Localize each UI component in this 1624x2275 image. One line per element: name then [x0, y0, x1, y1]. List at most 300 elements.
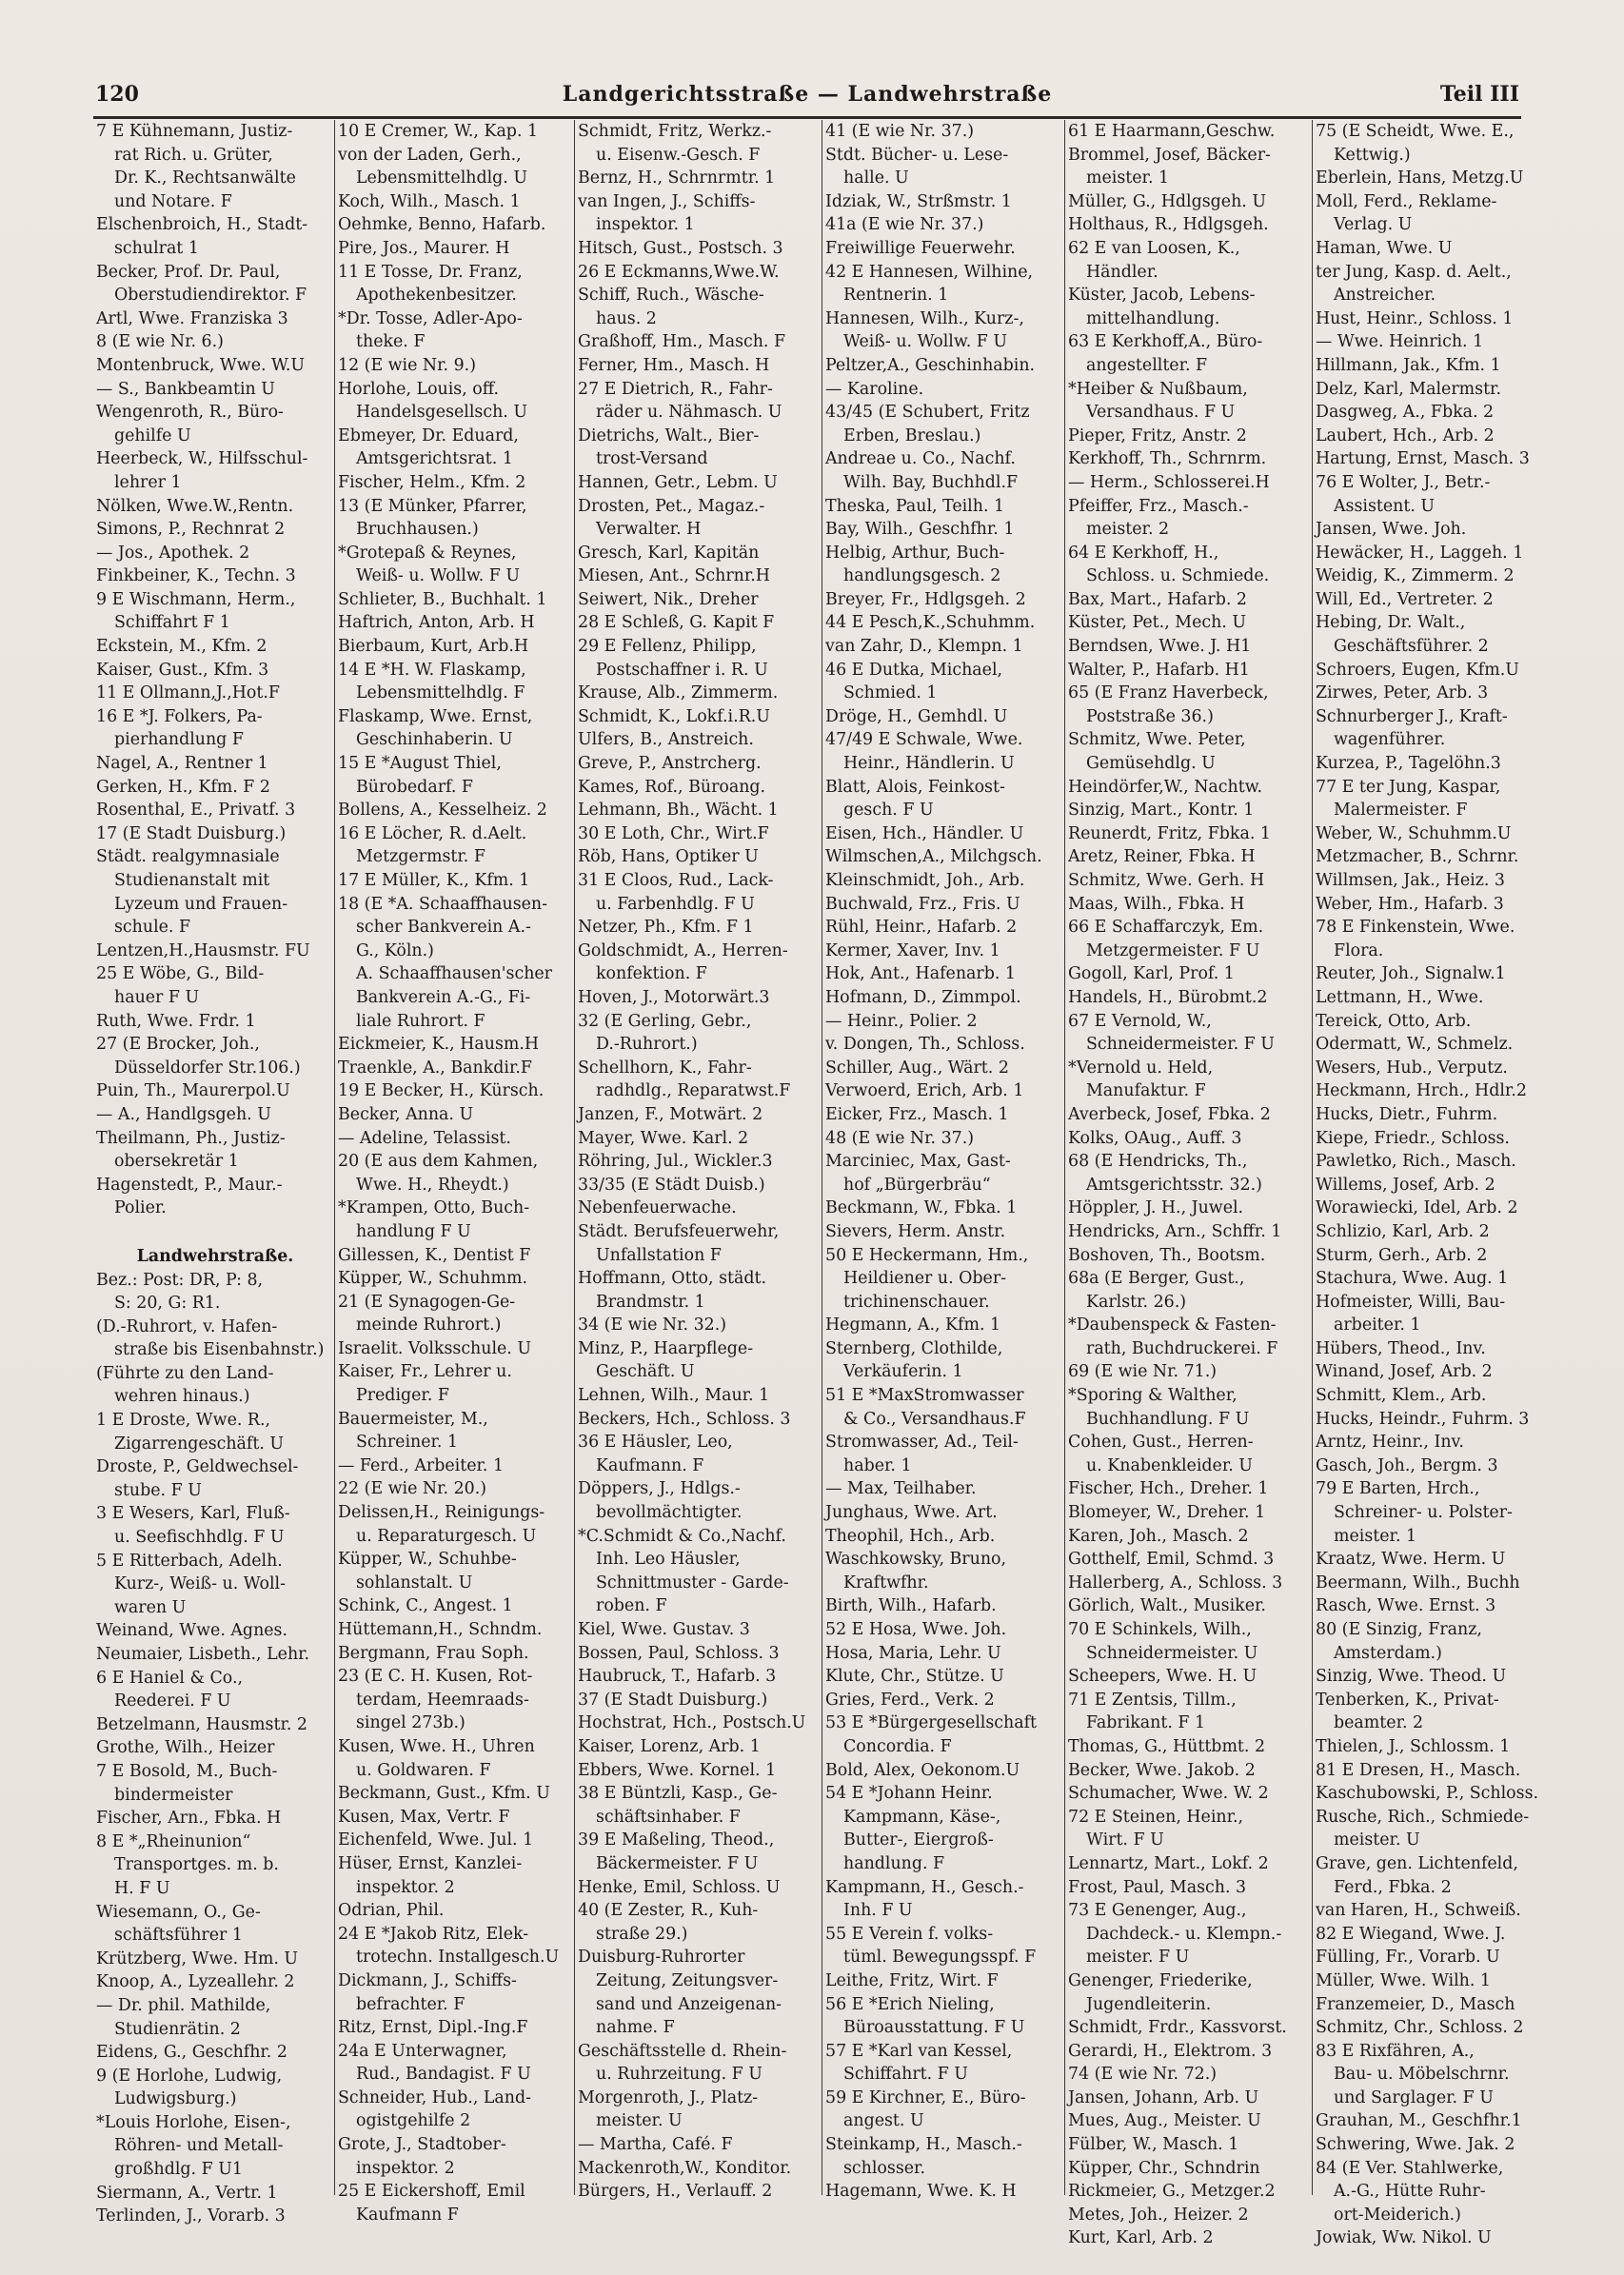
directory-entry-line: Nölken, Wwe.W.,Rentn. — [96, 496, 294, 516]
directory-entry-line: Birth, Wilh., Hafarb. — [825, 1596, 997, 1616]
directory-entry-line: Schmitz, Wwe. Gerh. H — [1068, 871, 1265, 890]
directory-entry-line: Beckers, Hch., Schloss. 3 — [578, 1409, 791, 1429]
directory-entry-line: Hucks, Dietr., Fuhrm. — [1316, 1104, 1498, 1124]
directory-entry-line: Theska, Paul, Teilh. 1 — [825, 496, 1005, 516]
column-3 — [574, 120, 822, 2202]
directory-entry-line: Gogoll, Karl, Prof. 1 — [1068, 964, 1235, 984]
directory-entry-line: u. Seefischhdlg. F U — [114, 1528, 285, 1548]
directory-entry-line: Schreiner. 1 — [356, 1433, 459, 1453]
directory-entry-line: Kaschubowski, P., Schloss. — [1316, 1784, 1539, 1804]
directory-entry-line: Metes, Joh., Heizer. 2 — [1068, 2205, 1249, 2225]
directory-entry-line: theke. F — [356, 332, 426, 352]
directory-entry-line: bevollmächtigter. — [596, 1503, 743, 1523]
directory-entry-line: Steinkamp, H., Masch.- — [825, 2135, 1022, 2155]
column-1 — [93, 120, 334, 2226]
directory-entry-line: Mayer, Wwe. Karl. 2 — [578, 1128, 749, 1148]
directory-entry-line: Reuter, Joh., Signalw.1 — [1316, 964, 1506, 984]
directory-entry-line: Karen, Joh., Masch. 2 — [1068, 1526, 1249, 1546]
directory-entry-line: Schmitz, Chr., Schloss. 2 — [1316, 2018, 1524, 2038]
header-rule — [93, 116, 1521, 119]
directory-entry-line: meister. 2 — [1086, 520, 1170, 540]
directory-entry-line: Erben, Breslau.) — [843, 425, 981, 445]
directory-entry-line: Freiwillige Feuerwehr. — [825, 238, 1016, 258]
directory-entry-line: Stachura, Wwe. Aug. 1 — [1316, 1269, 1509, 1289]
directory-entry-line: Geschäftsstelle d. Rhein- — [578, 2041, 787, 2061]
directory-entry-line: 22 (E wie Nr. 20.) — [338, 1479, 487, 1499]
directory-entry-line: Laubert, Hch., Arb. 2 — [1316, 425, 1495, 445]
directory-entry-line: gesch. F U — [843, 801, 934, 821]
directory-entry-line: Büroausstattung. F U — [843, 2018, 1025, 2038]
directory-entry-line: 17 (E Stadt Duisburg.) — [96, 823, 287, 843]
directory-entry-line: Dickmann, J., Schiffs- — [338, 1970, 517, 1990]
directory-entry-line: Delz, Karl, Malermstr. — [1316, 379, 1501, 399]
directory-entry-line: Buchhandlung. F U — [1086, 1409, 1250, 1429]
directory-entry-line: Schneidermeister. F U — [1086, 1035, 1275, 1055]
directory-entry-line: handlung F U — [356, 1221, 471, 1241]
directory-entry-line: Wiesemann, O., Ge- — [96, 1902, 261, 1922]
directory-entry-line: Weber, Hm., Hafarb. 3 — [1316, 894, 1504, 914]
directory-entry-line: Kettwig.) — [1334, 145, 1411, 165]
directory-entry-line: 27 (E Brocker, Joh., — [96, 1035, 260, 1055]
directory-entry-line: beamter. 2 — [1334, 1713, 1424, 1733]
directory-entry-line: van Haren, H., Schweiß. — [1316, 1901, 1521, 1921]
directory-entry-line: haber. 1 — [843, 1455, 912, 1475]
directory-entry-line: 1 E Droste, Wwe. R., — [96, 1411, 271, 1431]
directory-entry-line: 17 E Müller, K., Kfm. 1 — [338, 871, 530, 890]
directory-entry-line: 76 E Wolter, J., Betr.- — [1316, 472, 1491, 492]
directory-entry-line: schäftsinhaber. F — [596, 1807, 741, 1827]
directory-entry-line: 68a (E Berger, Gust., — [1068, 1269, 1245, 1289]
directory-entry-line: Hannen, Getr., Lebm. U — [578, 472, 778, 492]
directory-entry-line: Hosa, Maria, Lehr. U — [825, 1643, 1001, 1663]
directory-entry-line: Küpper, W., Schuhbe- — [338, 1550, 517, 1570]
directory-entry-line: 82 E Wiegand, Wwe. J. — [1316, 1924, 1506, 1944]
directory-entry-line: Zeitung, Zeitungsver- — [596, 1970, 779, 1990]
directory-entry-line: Bergmann, Frau Soph. — [338, 1643, 529, 1663]
directory-entry-line: van Zahr, D., Klempn. 1 — [825, 637, 1023, 657]
directory-entry-line: Bollens, A., Kesselheiz. 2 — [338, 801, 547, 821]
directory-entry-line: Simons, P., Rechnrat 2 — [96, 520, 286, 540]
directory-entry-line: u. Reparaturgesch. U — [356, 1526, 537, 1546]
directory-entry-line: 25 E Eickershoff, Emil — [338, 2182, 525, 2202]
directory-entry-line: Leithe, Fritz, Wirt. F — [825, 1970, 999, 1990]
directory-entry-line: Eickmeier, K., Hausm.H — [338, 1035, 540, 1055]
directory-entry-line: Hagenstedt, P., Maur.- — [96, 1175, 283, 1195]
directory-entry-line: Kames, Rof., Büroang. — [578, 777, 766, 797]
directory-entry-line: Buchwald, Frz., Fris. U — [825, 894, 1020, 914]
directory-entry-line: — Dr. phil. Mathilde, — [96, 1995, 271, 2015]
directory-entry-line: Lennartz, Mart., Lokf. 2 — [1068, 1853, 1269, 1873]
directory-entry-line: bindermeister — [114, 1785, 233, 1805]
directory-entry-line: H. F U — [114, 1878, 170, 1898]
directory-entry-line: A.-G., Hütte Ruhr- — [1334, 2182, 1486, 2202]
directory-entry-line: Kampmann, Käse-, — [843, 1807, 1001, 1827]
directory-entry-line: Haftrich, Anton, Arb. H — [338, 613, 535, 633]
directory-entry-line: Winand, Josef, Arb. 2 — [1316, 1362, 1493, 1382]
directory-entry-line: Metzgermeister. F U — [1086, 940, 1260, 960]
directory-entry-line: Manufaktur. F — [1086, 1081, 1206, 1101]
directory-entry-line: Grave, gen. Lichtenfeld, — [1316, 1853, 1518, 1873]
directory-entry-line: Hewäcker, H., Laggeh. 1 — [1316, 543, 1524, 563]
directory-entry-line: Handels, H., Bürobmt.2 — [1068, 987, 1268, 1007]
directory-entry-line: Schmidt, Fritz, Werkz.- — [578, 122, 772, 141]
directory-entry-line: meister. U — [596, 2111, 683, 2131]
directory-entry-line: Schiffahrt F 1 — [114, 613, 230, 633]
directory-entry-line: Fischer, Helm., Kfm. 2 — [338, 472, 526, 492]
directory-entry-line: Schmied. 1 — [843, 683, 938, 703]
directory-entry-line: Kurzea, P., Tagelöhn.3 — [1316, 754, 1501, 774]
directory-entry-line: Blatt, Alois, Feinkost- — [825, 777, 1005, 797]
directory-entry-line: Kaiser, Gust., Kfm. 3 — [96, 660, 269, 680]
directory-entry-line: Schumacher, Wwe. W. 2 — [1068, 1784, 1269, 1804]
directory-entry-line: Pawletko, Rich., Masch. — [1316, 1152, 1516, 1172]
directory-entry-line: Kolks, OAug., Auff. 3 — [1068, 1128, 1242, 1148]
directory-entry-line: Nebenfeuerwache. — [578, 1198, 737, 1218]
directory-entry-line: — Martha, Café. F — [578, 2135, 733, 2155]
directory-entry-line: A. Schaaffhausen'scher — [356, 964, 552, 984]
directory-entry-line: 81 E Dresen, H., Masch. — [1316, 1760, 1521, 1780]
directory-entry-line: Gries, Ferd., Verk. 2 — [825, 1690, 995, 1710]
directory-entry-line: *Krampen, Otto, Buch- — [338, 1198, 530, 1218]
directory-entry-line: 14 E *H. W. Flaskamp, — [338, 660, 526, 680]
directory-entry-line: Pfeiffer, Frz., Masch.- — [1068, 496, 1249, 516]
directory-entry-line: Poststraße 36.) — [1086, 706, 1214, 726]
directory-entry-line: 34 (E wie Nr. 32.) — [578, 1316, 727, 1335]
directory-entry-line: Inh. Leo Häusler, — [596, 1550, 741, 1570]
directory-entry-line: Bax, Mart., Hafarb. 2 — [1068, 589, 1247, 609]
directory-entry-line: Hofmann, D., Zimmpol. — [825, 987, 1021, 1007]
directory-entry-line: Anstreicher. — [1334, 286, 1436, 306]
directory-entry-line: rath, Buchdruckerei. F — [1086, 1338, 1278, 1358]
directory-entry-line: Küpper, W., Schuhmm. — [338, 1269, 528, 1289]
directory-entry-line: 23 (E C. H. Kusen, Rot- — [338, 1667, 533, 1687]
directory-entry-line: Goldschmidt, A., Herren- — [578, 940, 788, 960]
directory-entry-line: Amtsgerichtsrat. 1 — [356, 449, 513, 469]
directory-entry-line: Rentnerin. 1 — [843, 286, 949, 306]
directory-entry-line: 64 E Kerkhoff, H., — [1068, 543, 1219, 563]
directory-entry-line: Bauermeister, M., — [338, 1409, 488, 1429]
directory-entry-line: meister. U — [1334, 1830, 1420, 1850]
directory-entry-line: Apothekenbesitzer. — [356, 286, 517, 306]
directory-entry-line: Heildiener u. Ober- — [843, 1269, 1007, 1289]
directory-entry-line: Schmitt, Klem., Arb. — [1316, 1386, 1487, 1406]
directory-entry-line: Theilmann, Ph., Justiz- — [96, 1128, 286, 1148]
directory-entry-line: — Jos., Apothek. 2 — [96, 543, 250, 563]
directory-entry-line: Hübers, Theod., Inv. — [1316, 1338, 1486, 1358]
directory-entry-line: 10 E Cremer, W., Kap. 1 — [338, 122, 539, 141]
directory-entry-line: 62 E van Loosen, K., — [1068, 238, 1240, 258]
directory-entry-line: Finkbeiner, K., Techn. 3 — [96, 566, 296, 586]
directory-entry-line: Schiller, Aug., Wärt. 2 — [825, 1058, 1009, 1078]
directory-entry-line: Gerken, H., Kfm. F 2 — [96, 777, 270, 797]
directory-entry-line: Horlohe, Louis, off. — [338, 379, 500, 399]
directory-entry-line: Concordia. F — [843, 1736, 952, 1756]
directory-entry-line: Ritz, Ernst, Dipl.-Ing.F — [338, 2018, 528, 2038]
directory-entry-line: Heckmann, Hrch., Hdlr.2 — [1316, 1081, 1527, 1101]
directory-entry-line: *Vernold u. Held, — [1068, 1058, 1214, 1078]
directory-entry-line: Reederei. F U — [114, 1691, 231, 1711]
directory-entry-line: 5 E Ritterbach, Adelh. — [96, 1551, 283, 1571]
directory-entry-line: u. Farbenhdlg. F U — [596, 894, 755, 914]
directory-entry-line: Kaiser, Fr., Lehrer u. — [338, 1362, 512, 1382]
directory-entry-line: Tereick, Otto, Arb. — [1316, 1011, 1472, 1031]
directory-entry-line: 41 (E wie Nr. 37.) — [825, 122, 975, 141]
directory-entry-line: Thomas, G., Hüttbmt. 2 — [1068, 1736, 1266, 1756]
directory-entry-line: Schmidt, K., Lokf.i.R.U — [578, 706, 770, 726]
directory-entry-line: Ebbers, Wwe. Kornel. 1 — [578, 1760, 777, 1780]
directory-entry-line: Krützberg, Wwe. Hm. U — [96, 1949, 299, 1968]
directory-entry-line: 59 E Kirchner, E., Büro- — [825, 2087, 1026, 2107]
directory-entry-line: Kiel, Wwe. Gustav. 3 — [578, 1620, 750, 1639]
directory-entry-line: Hannesen, Wilh., Kurz-, — [825, 308, 1024, 328]
directory-entry-line: Metzmacher, B., Schrnr. — [1316, 847, 1519, 867]
page-header — [95, 78, 1519, 116]
directory-entry-line: 13 (E Münker, Pfarrer, — [338, 496, 527, 516]
directory-entry-line: 20 (E aus dem Kahmen, — [338, 1152, 539, 1172]
directory-entry-line: Hegmann, A., Kfm. 1 — [825, 1316, 1001, 1335]
directory-entry-line: 9 (E Horlohe, Ludwig, — [96, 2066, 283, 2086]
directory-entry-line: Schellhorn, K., Fahr- — [578, 1058, 752, 1078]
directory-entry-line: *Dr. Tosse, Adler-Apo- — [338, 308, 523, 328]
directory-entry-line: nahme. F — [596, 2018, 675, 2038]
directory-entry-line: meinde Ruhrort.) — [356, 1316, 502, 1335]
directory-entry-line: Zigarrengeschäft. U — [114, 1434, 285, 1454]
directory-entry-line: *C.Schmidt & Co.,Nachf. — [578, 1526, 786, 1546]
directory-entry-line: Hallerberg, A., Schloss. 3 — [1068, 1573, 1283, 1592]
directory-entry-line: Betzelmann, Hausmstr. 2 — [96, 1714, 307, 1734]
directory-entry-line: Schwering, Wwe. Jak. 2 — [1316, 2135, 1515, 2155]
directory-entry-line: Ulfers, B., Anstreich. — [578, 730, 754, 750]
directory-entry-line: Weidig, K., Zimmerm. 2 — [1316, 566, 1515, 586]
directory-entry-line: Verwalter. H — [596, 520, 702, 540]
directory-entry-line: Dachdeck.- u. Klempn.- — [1086, 1924, 1282, 1944]
directory-entry-line: Lehnen, Wilh., Maur. 1 — [578, 1386, 770, 1406]
directory-entry-line: straße bis Eisenbahnstr.) — [114, 1340, 325, 1360]
directory-entry-line: Siermann, A., Vertr. 1 — [96, 2183, 278, 2203]
directory-entry-line: 37 (E Stadt Duisburg.) — [578, 1690, 768, 1710]
directory-entry-line: Puin, Th., Maurerpol.U — [96, 1081, 290, 1101]
directory-entry-line: Schlieter, B., Buchhalt. 1 — [338, 589, 547, 609]
directory-entry-line: Ebmeyer, Dr. Eduard, — [338, 425, 519, 445]
directory-entry-line: 47/49 E Schwale, Wwe. — [825, 730, 1023, 750]
directory-entry-line: — Ferd., Arbeiter. 1 — [338, 1455, 505, 1475]
directory-entry-line: Gresch, Karl, Kapitän — [578, 543, 760, 563]
directory-entry-line: Hüser, Ernst, Kanzlei- — [338, 1853, 523, 1873]
directory-entry-line: Hagemann, Wwe. K. H — [825, 2182, 1017, 2202]
directory-entry-line: Kaufmann F — [356, 2205, 459, 2225]
directory-entry-line: Wilh. Bay, Buchhdl.F — [843, 472, 1019, 492]
directory-entry-line: u. Goldwaren. F — [356, 1760, 491, 1780]
directory-entry-line: 46 E Dutka, Michael, — [825, 660, 1003, 680]
directory-entry-line: Röb, Hans, Optiker U — [578, 847, 759, 867]
directory-entry-line: wagenführer. — [1334, 730, 1446, 750]
directory-entry-line: Will, Ed., Vertreter. 2 — [1316, 589, 1494, 609]
directory-entry-line: Aretz, Reiner, Fbka. H — [1068, 847, 1256, 867]
directory-entry-line: Lettmann, H., Wwe. — [1316, 987, 1484, 1007]
directory-entry-line: Bürobedarf. F — [356, 777, 473, 797]
directory-entry-line: 48 (E wie Nr. 37.) — [825, 1128, 975, 1148]
directory-entry-line: Wengenroth, R., Büro- — [96, 403, 284, 423]
directory-entry-line: Wesers, Hub., Verputz. — [1316, 1058, 1508, 1078]
directory-entry-line: Döppers, J., Hdlgs.- — [578, 1479, 741, 1499]
part-label: Teil III — [1439, 82, 1519, 107]
directory-entry-line: — Heinr., Polier. 2 — [825, 1011, 978, 1031]
directory-entry-line: Geschinhaberin. U — [356, 730, 513, 750]
directory-entry-line: 41a (E wie Nr. 37.) — [825, 215, 984, 235]
directory-entry-line: singel 273b.) — [356, 1713, 465, 1733]
directory-entry-line: Tenberken, K., Privat- — [1316, 1690, 1499, 1710]
directory-entry-line: Küster, Pet., Mech. U — [1068, 613, 1247, 633]
directory-entry-line: Brandmstr. 1 — [596, 1292, 705, 1312]
directory-entry-line: Versandhaus. F U — [1086, 403, 1236, 423]
directory-entry-line: Kurz-, Weiß- u. Woll- — [114, 1574, 286, 1594]
directory-entry-line: Artl, Wwe. Franziska 3 — [96, 308, 288, 328]
directory-entry-line: *Grotepaß & Reynes, — [338, 543, 517, 563]
directory-entry-line: 80 (E Sinzig, Franz, — [1316, 1620, 1482, 1639]
directory-entry-line: Kiepe, Friedr., Schloss. — [1316, 1128, 1510, 1148]
directory-entry-line: Inh. F U — [843, 1901, 913, 1921]
directory-entry-line: Hüttemann,H., Schndm. — [338, 1620, 543, 1639]
directory-entry-line: Morgenroth, J., Platz- — [578, 2087, 759, 2107]
directory-entry-line: 75 (E Scheidt, Wwe. E., — [1316, 122, 1515, 141]
directory-entry-line: Polier. — [114, 1198, 167, 1218]
directory-entry-line: Eckstein, M., Kfm. 2 — [96, 637, 267, 657]
directory-entry-line: 31 E Cloos, Rud., Lack- — [578, 871, 774, 890]
directory-entry-line: v. Dongen, Th., Schloss. — [825, 1035, 1025, 1055]
directory-entry-line: Oberstudiendirektor. F — [114, 286, 307, 306]
directory-entry-line: liale Ruhrort. F — [356, 1011, 485, 1031]
directory-entry-line: — Max, Teilhaber. — [825, 1479, 977, 1499]
directory-entry-line: Montenbruck, Wwe. W.U — [96, 355, 306, 375]
directory-entry-line: Hust, Heinr., Schloss. 1 — [1316, 308, 1514, 328]
directory-entry-line: Flaskamp, Wwe. Ernst, — [338, 706, 533, 726]
directory-entry-line: (Führte zu den Land- — [96, 1363, 274, 1383]
directory-entry-line: Berndsen, Wwe. J. H1 — [1068, 637, 1252, 657]
directory-entry-line: Schnurberger J., Kraft- — [1316, 706, 1508, 726]
directory-entry-line: Haubruck, T., Hafarb. 3 — [578, 1667, 777, 1687]
directory-entry-line: Kerkhoff, Th., Schrnrm. — [1068, 449, 1267, 469]
directory-entry-line: meister. 1 — [1086, 168, 1170, 188]
directory-entry-line: halle. U — [843, 168, 909, 188]
directory-entry-line: Heerbeck, W., Hilfsschul- — [96, 449, 308, 469]
directory-entry-line: rat Rich. u. Grüter, — [114, 145, 273, 165]
directory-entry-line: Boshoven, Th., Bootsm. — [1068, 1245, 1266, 1265]
directory-entry-line: Eicker, Frz., Masch. 1 — [825, 1104, 1009, 1124]
directory-entry-line: Schnittmuster - Garde- — [596, 1573, 789, 1592]
directory-entry-line: 11 E Ollmann,J.,Hot.F — [96, 683, 280, 703]
directory-entry-line: 33/35 (E Städt Duisb.) — [578, 1175, 765, 1195]
directory-entry-line: Holthaus, R., Hdlgsgeh. — [1068, 215, 1269, 235]
directory-entry-line: Nagel, A., Rentner 1 — [96, 754, 268, 774]
directory-entry-line: Wwe. H., Rheydt.) — [356, 1175, 509, 1195]
directory-entry-line: Andreae u. Co., Nachf. — [825, 449, 1016, 469]
directory-entry-line: Heindörfer,W., Nachtw. — [1068, 777, 1263, 797]
directory-entry-line: Odrian, Phil. — [338, 1901, 445, 1921]
directory-entry-line: 78 E Finkenstein, Wwe. — [1316, 918, 1515, 938]
directory-entry-line: Willems, Josef, Arb. 2 — [1316, 1175, 1495, 1195]
directory-entry-line: lehrer 1 — [114, 472, 182, 492]
directory-entry-line: 79 E Barten, Hrch., — [1316, 1479, 1480, 1499]
directory-entry-line: Reunerdt, Fritz, Fbka. 1 — [1068, 823, 1271, 843]
directory-entry-line: Karlstr. 26.) — [1086, 1292, 1187, 1312]
directory-entry-line: 8 (E wie Nr. 6.) — [96, 332, 224, 352]
directory-entry-line: Jansen, Wwe. Joh. — [1316, 520, 1467, 540]
directory-entry-line: Israelit. Volksschule. U — [338, 1338, 532, 1358]
directory-entry-line: trichinenschauer. — [843, 1292, 990, 1312]
directory-entry-line: hauer F U — [114, 987, 200, 1007]
directory-entry-line: schlosser. — [843, 2158, 925, 2178]
directory-entry-line: Postschaffner i. R. U — [596, 660, 768, 680]
directory-entry-line: Sturm, Gerh., Arb. 2 — [1316, 1245, 1488, 1265]
directory-entry-line: Idziak, W., Strßmstr. 1 — [825, 191, 1012, 211]
directory-entry-line: Becker, Prof. Dr. Paul, — [96, 262, 281, 282]
directory-entry-line: Amtsgerichtsstr. 32.) — [1086, 1175, 1262, 1195]
column-6 — [1312, 120, 1557, 2248]
directory-entry-line: von der Laden, Gerh., — [338, 145, 522, 165]
directory-entry-line: *Sporing & Walther, — [1068, 1386, 1238, 1406]
directory-entry-line: Thielen, J., Schlossm. 1 — [1316, 1736, 1511, 1756]
directory-entry-line: Brommel, Josef, Bäcker- — [1068, 145, 1271, 165]
directory-entry-line: Müller, G., Hdlgsgeh. U — [1068, 191, 1266, 211]
directory-entry-line: obersekretär 1 — [114, 1152, 239, 1172]
directory-entry-line: Becker, Wwe. Jakob. 2 — [1068, 1760, 1256, 1780]
directory-entry-line: schulrat 1 — [114, 238, 199, 258]
directory-entry-line: Bruchhausen.) — [356, 520, 479, 540]
directory-entry-line: inspektor. 2 — [356, 1877, 455, 1897]
directory-entry-line: Gotthelf, Emil, Schmd. 3 — [1068, 1550, 1275, 1570]
directory-entry-line: Rasch, Wwe. Ernst. 3 — [1316, 1596, 1496, 1616]
directory-entry-line: Hitsch, Gust., Postsch. 3 — [578, 238, 783, 258]
directory-entry-line: Delissen,H., Reinigungs- — [338, 1503, 545, 1523]
directory-entry-line: Rusche, Rich., Schmiede- — [1316, 1807, 1530, 1827]
directory-entry-line: ter Jung, Kasp. d. Aelt., — [1316, 262, 1512, 282]
directory-entry-line: Hillmann, Jak., Kfm. 1 — [1316, 355, 1501, 375]
directory-entry-line: inspektor. 1 — [596, 215, 695, 235]
directory-entry-line: schäftsführer 1 — [114, 1926, 243, 1946]
directory-entry-line: Drosten, Pet., Magaz.- — [578, 496, 765, 516]
directory-entry-line: Kusen, Wwe. H., Uhren — [338, 1736, 535, 1756]
directory-entry-line: Kaufmann. F — [596, 1455, 704, 1475]
directory-entry-line: Sievers, Herm. Anstr. — [825, 1221, 1006, 1241]
directory-entry-line: Höppler, J. H., Juwel. — [1068, 1198, 1244, 1218]
directory-entry-line: Weber, W., Schuhmm.U — [1316, 823, 1512, 843]
directory-entry-line: 52 E Hosa, Wwe. Joh. — [825, 1620, 1007, 1639]
directory-entry-line: sand und Anzeigenan- — [596, 1994, 782, 2014]
directory-entry-line: Ferner, Hm., Masch. H — [578, 355, 770, 375]
directory-entry-line: — Wwe. Heinrich. 1 — [1316, 332, 1484, 352]
directory-entry-line: 40 (E Zester, R., Kuh- — [578, 1901, 759, 1921]
page-number: 120 — [95, 82, 139, 107]
directory-entry-line: Janzen, F., Motwärt. 2 — [578, 1104, 763, 1124]
directory-entry-line: 84 (E Ver. Stahlwerke, — [1316, 2158, 1504, 2178]
directory-entry-line: — Herm., Schlosserei.H — [1068, 472, 1270, 492]
directory-entry-line: großhdlg. F U1 — [114, 2160, 243, 2180]
directory-entry-line: Kaiser, Lorenz, Arb. 1 — [578, 1736, 761, 1756]
directory-entry-line: 50 E Heckermann, Hm., — [825, 1245, 1029, 1265]
directory-entry-line: sohlanstalt. U — [356, 1573, 473, 1592]
directory-entry-line: 69 (E wie Nr. 71.) — [1068, 1362, 1218, 1382]
directory-entry-line: inspektor. 2 — [356, 2158, 455, 2178]
directory-entry-line: 36 E Häusler, Leo, — [578, 1433, 733, 1453]
directory-entry-line: Walter, P., Hafarb. H1 — [1068, 660, 1250, 680]
directory-entry-line: Lyzeum und Frauen- — [114, 894, 288, 914]
directory-entry-line: Sinzig, Wwe. Theod. U — [1316, 1667, 1507, 1687]
directory-entry-line: wehren hinaus.) — [114, 1387, 250, 1407]
directory-entry-line: u. Eisenw.-Gesch. F — [596, 145, 761, 165]
directory-entry-line: Rosenthal, E., Privatf. 3 — [96, 801, 296, 821]
directory-entry-line: Weinand, Wwe. Agnes. — [96, 1621, 288, 1641]
directory-entry-line: Koch, Wilh., Masch. 1 — [338, 191, 521, 211]
